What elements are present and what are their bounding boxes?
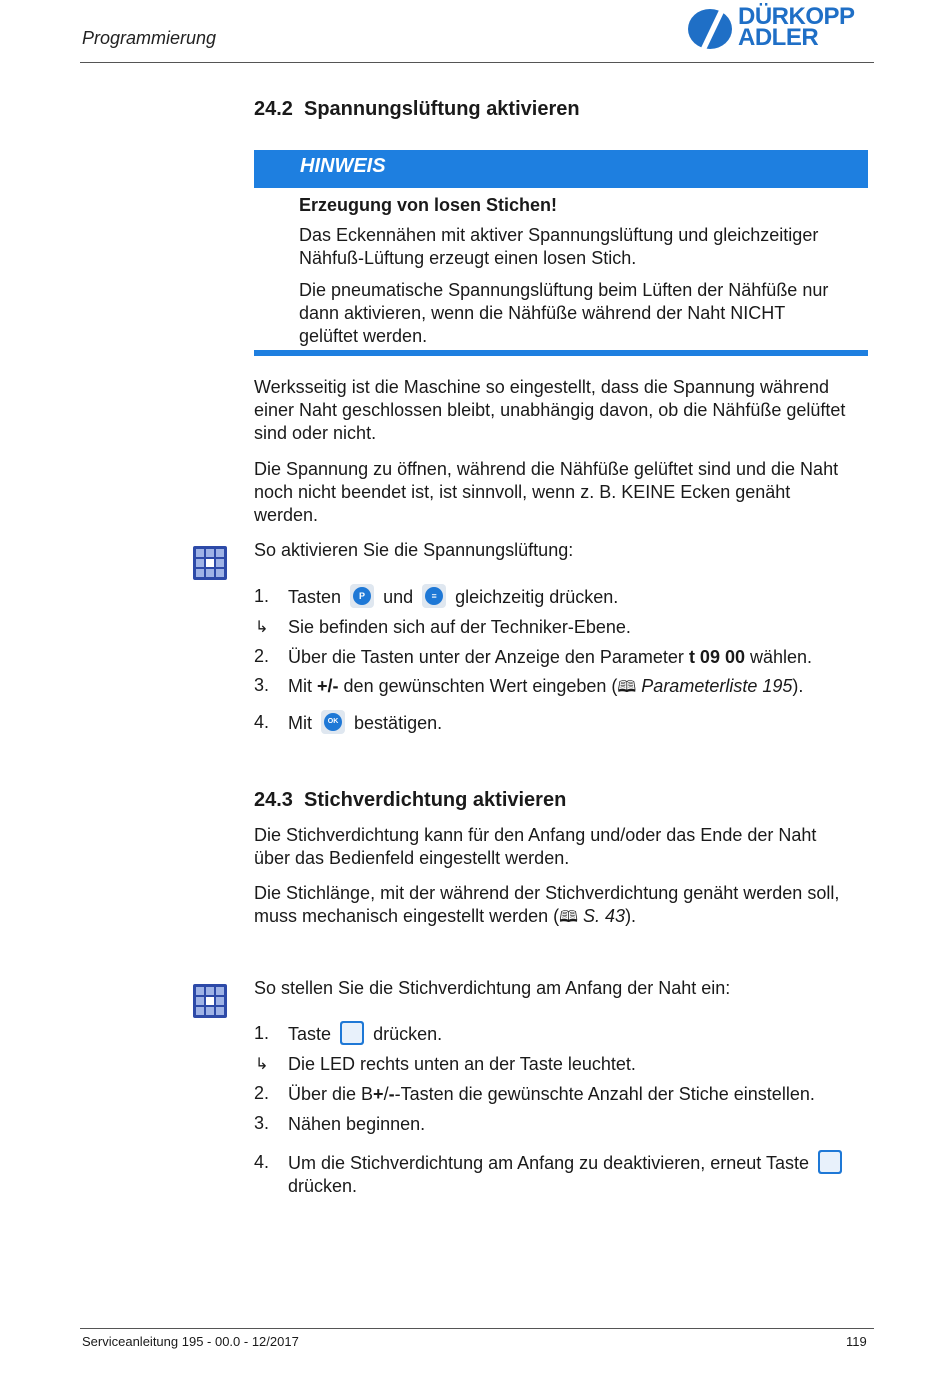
step-2 <box>288 646 812 669</box>
result-1: Sie befinden sich auf der Techniker-Ebene. <box>288 617 631 637</box>
cross-reference[interactable]: Parameterliste 195 <box>641 676 793 696</box>
step-number: 3. <box>254 1113 270 1133</box>
running-header: Programmierung <box>82 28 217 48</box>
cross-reference[interactable]: S. 43 <box>583 906 626 926</box>
body-paragraph-3 <box>254 824 816 870</box>
steps-intro: So aktivieren Sie die Spannungslüftung: <box>254 540 574 560</box>
step-text: Mit <box>288 713 312 733</box>
key-label: OK <box>324 713 342 731</box>
logo-wordmark <box>738 3 855 51</box>
footer-rule <box>80 1328 874 1329</box>
step-number: 1. <box>254 586 270 606</box>
step-3: Nähen beginnen. <box>288 1114 426 1134</box>
notice-heading: Erzeugung von losen Stichen! <box>299 195 558 215</box>
logo-mark-icon <box>686 6 736 52</box>
step-number: 4. <box>254 1152 270 1172</box>
text-line: muss mechanisch eingestellt werden (🕮 S. 43). <box>254 906 637 926</box>
section-title: Stichverdichtung aktivieren <box>304 789 567 811</box>
control-panel-icon <box>193 546 227 580</box>
body-paragraph-1 <box>254 376 845 445</box>
company-logo <box>686 3 870 52</box>
step-text: Taste <box>288 1024 332 1044</box>
footer-doc-info: Serviceanleitung 195 - 00.0 - 12/2017 <box>82 1334 299 1349</box>
step-1 <box>288 586 618 609</box>
result-1: Die LED rechts unten an der Taste leuchtet. <box>288 1054 636 1074</box>
section-heading-24-2 <box>254 98 580 121</box>
step-text: bestätigen. <box>354 713 443 733</box>
step-text: und <box>383 587 414 607</box>
step-text: drücken. <box>288 1176 358 1196</box>
step-text: Tasten <box>288 587 342 607</box>
notice-paragraph-2 <box>299 279 828 348</box>
result-arrow-icon: ↳ <box>255 1056 269 1073</box>
section-title: Spannungslüftung aktivieren <box>304 98 580 120</box>
section-number: 24.2 <box>254 98 293 120</box>
step-text: den gewünschten Wert eingeben ( <box>343 676 618 696</box>
parameter-code: t 09 00 <box>688 647 745 667</box>
step-text: Mit <box>288 676 312 696</box>
text-line: Die pneumatische Spannungslüftung beim Lüften der Nähfüße nur <box>299 280 829 300</box>
result-arrow-icon: ↳ <box>255 619 269 636</box>
step-text: wählen. <box>750 647 813 667</box>
stitch-condensing-key-icon <box>818 1150 842 1174</box>
header-rule <box>80 62 874 63</box>
logo-line-2: ADLER <box>738 24 819 51</box>
ok-key-icon <box>321 710 345 734</box>
step-4 <box>288 712 442 735</box>
logo-line-1: DÜRKOPP <box>738 3 855 30</box>
step-number: 4. <box>254 712 270 732</box>
step-number: 2. <box>254 646 270 666</box>
steps-intro: So stellen Sie die Stichverdichtung am Anfang der Naht ein: <box>254 978 731 998</box>
control-panel-icon <box>193 984 227 1018</box>
text-line: Nähfuß-Lüftung erzeugt einen losen Stich. <box>299 248 637 268</box>
step-text: Über die Tasten unter der Anzeige den Parameter <box>288 647 684 667</box>
step-3 <box>288 675 803 699</box>
notice-label: HINWEIS <box>300 155 386 177</box>
step-number: 3. <box>254 675 270 695</box>
text-line: Die Stichverdichtung kann für den Anfang und/oder das Ende der Naht <box>254 825 817 845</box>
text-line: über das Bedienfeld eingestellt werden. <box>254 848 570 868</box>
book-icon: 🕮 <box>559 909 579 926</box>
step-number: 2. <box>254 1083 270 1103</box>
key-label: P <box>353 587 371 605</box>
text-line: einer Naht geschlossen bleibt, unabhängig davon, ob die Nähfüße gelüftet <box>254 400 846 420</box>
step-number: 1. <box>254 1023 270 1043</box>
book-icon: 🕮 <box>617 679 637 696</box>
section-heading-24-3 <box>254 789 566 812</box>
menu-key-icon: ≡ <box>422 584 446 608</box>
step-4 <box>288 1152 846 1198</box>
step-text: drücken. <box>373 1024 443 1044</box>
text-line: gelüftet werden. <box>299 326 428 346</box>
p-key-icon <box>350 584 374 608</box>
step-text: ). <box>792 676 804 696</box>
step-2: Über die B+/--Tasten die gewünschte Anzahl der Stiche einstellen. <box>288 1084 815 1104</box>
section-number: 24.3 <box>254 789 293 811</box>
stitch-condensing-key-icon <box>340 1021 364 1045</box>
step-text: Um die Stichverdichtung am Anfang zu deaktivieren, erneut Taste <box>288 1153 809 1173</box>
notice-bottom-bar <box>254 350 868 356</box>
notice-paragraph-1 <box>299 224 818 270</box>
plus-minus: +/- <box>317 676 339 696</box>
page-number: 119 <box>846 1334 867 1349</box>
text-line: Das Eckennähen mit aktiver Spannungslüftung und gleichzeitiger <box>299 225 819 245</box>
text-line: Die Stichlänge, mit der während der Stichverdichtung genäht werden soll, <box>254 883 840 903</box>
step-1 <box>288 1023 442 1046</box>
text-line: werden. <box>254 505 319 525</box>
text-line: sind oder nicht. <box>254 423 377 443</box>
text-line: noch nicht beendet ist, ist sinnvoll, wenn z. B. KEINE Ecken genäht <box>254 482 791 502</box>
step-text: gleichzeitig drücken. <box>455 587 619 607</box>
body-paragraph-4 <box>254 882 839 929</box>
text-line: dann aktivieren, wenn die Nähfüße während der Naht NICHT <box>299 303 786 323</box>
text-line: Die Spannung zu öffnen, während die Nähfüße gelüftet sind und die Naht <box>254 459 839 479</box>
body-paragraph-2 <box>254 458 838 527</box>
text-line: Werksseitig ist die Maschine so eingestellt, dass die Spannung während <box>254 377 829 397</box>
notice-banner <box>254 150 868 188</box>
